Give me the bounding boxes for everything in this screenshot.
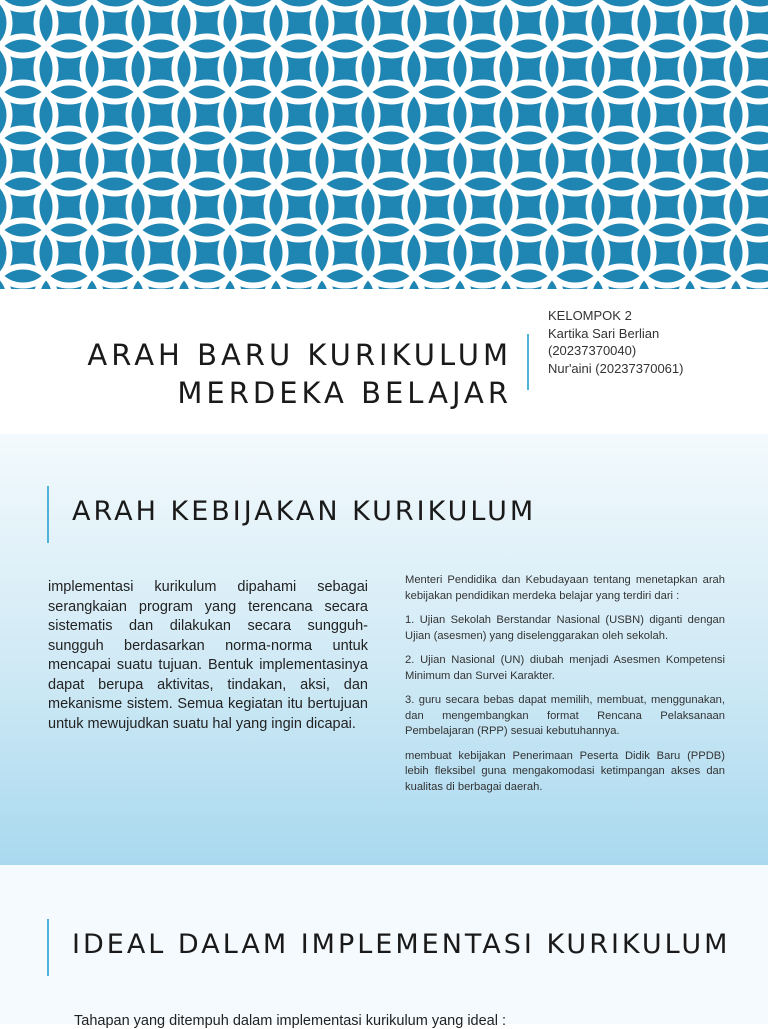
- slide-arah-kebijakan: [0, 434, 768, 865]
- presentation-title: ARAH BARU KURIKULUM MERDEKA BELAJAR: [87, 338, 512, 411]
- right-intro: Menteri Pendidika dan Kebudayaan tentang menetapkan arah kebijakan pendidikan merdeka belajar yang terdiri dari :: [405, 574, 725, 602]
- member-2: Nur'aini (20237370061): [548, 360, 684, 376]
- member-1-name: Kartika Sari Berlian: [548, 325, 660, 341]
- policy-point-3: 3. guru secara bebas dapat memilih, membuat, menggunakan, dan mengembangkan format Rencana Pelaksanaan Pembelajaran (RPP) sesuai kebutuhannya.: [405, 694, 725, 737]
- group-info: [548, 307, 758, 377]
- policy-point-4: membuat kebijakan Penerimaan Peserta Didik Baru (PPDB) lebih fleksibel guna mengakomodasi ketimpangan akses dan kualitas di berbagai daerah.: [405, 749, 725, 793]
- interlocking-circle-pattern: [0, 0, 768, 289]
- policy-point-2: 2. Ujian Nasional (UN) diubah menjadi Asesmen Kompetensi Minimum dan Survei Karakter.: [405, 654, 725, 682]
- slide-heading: ARAH KEBIJAKAN KURIKULUM: [72, 496, 537, 527]
- right-column: [405, 573, 725, 804]
- slide3-intro-text: Tahapan yang ditempuh dalam implementasi kurikulum yang ideal :: [74, 1013, 507, 1029]
- slide-ideal-implementasi: [0, 865, 768, 1029]
- heading-accent-bar: [47, 486, 49, 543]
- title-divider: [527, 334, 529, 390]
- member-1-id: (20237370040): [548, 343, 637, 358]
- group-label: KELOMPOK 2: [548, 308, 632, 323]
- left-paragraph: implementasi kurikulum dipahami sebagai serangkaian program yang terencana secara sistematis dan dilakukan secara sungguh-sungguh berdasarkan norma-norma untuk mencapai suatu tujuan. Bentuk implementasinya dapat berupa aktivitas, tindakan, aksi, dan mekanisme sistem. Semua kegiatan itu bertujuan untuk mewujudkan suatu hal yang ingin dicapai.: [48, 579, 368, 732]
- slide-heading: IDEAL DALAM IMPLEMENTASI KURIKULUM: [72, 929, 731, 960]
- pattern-banner: [0, 0, 768, 289]
- title-slide: [0, 289, 768, 434]
- heading-accent-bar: [47, 919, 49, 976]
- policy-point-1: 1. Ujian Sekolah Berstandar Nasional (USBN) diganti dengan Ujian (asesmen) yang diselenggarakan oleh sekolah.: [405, 614, 725, 642]
